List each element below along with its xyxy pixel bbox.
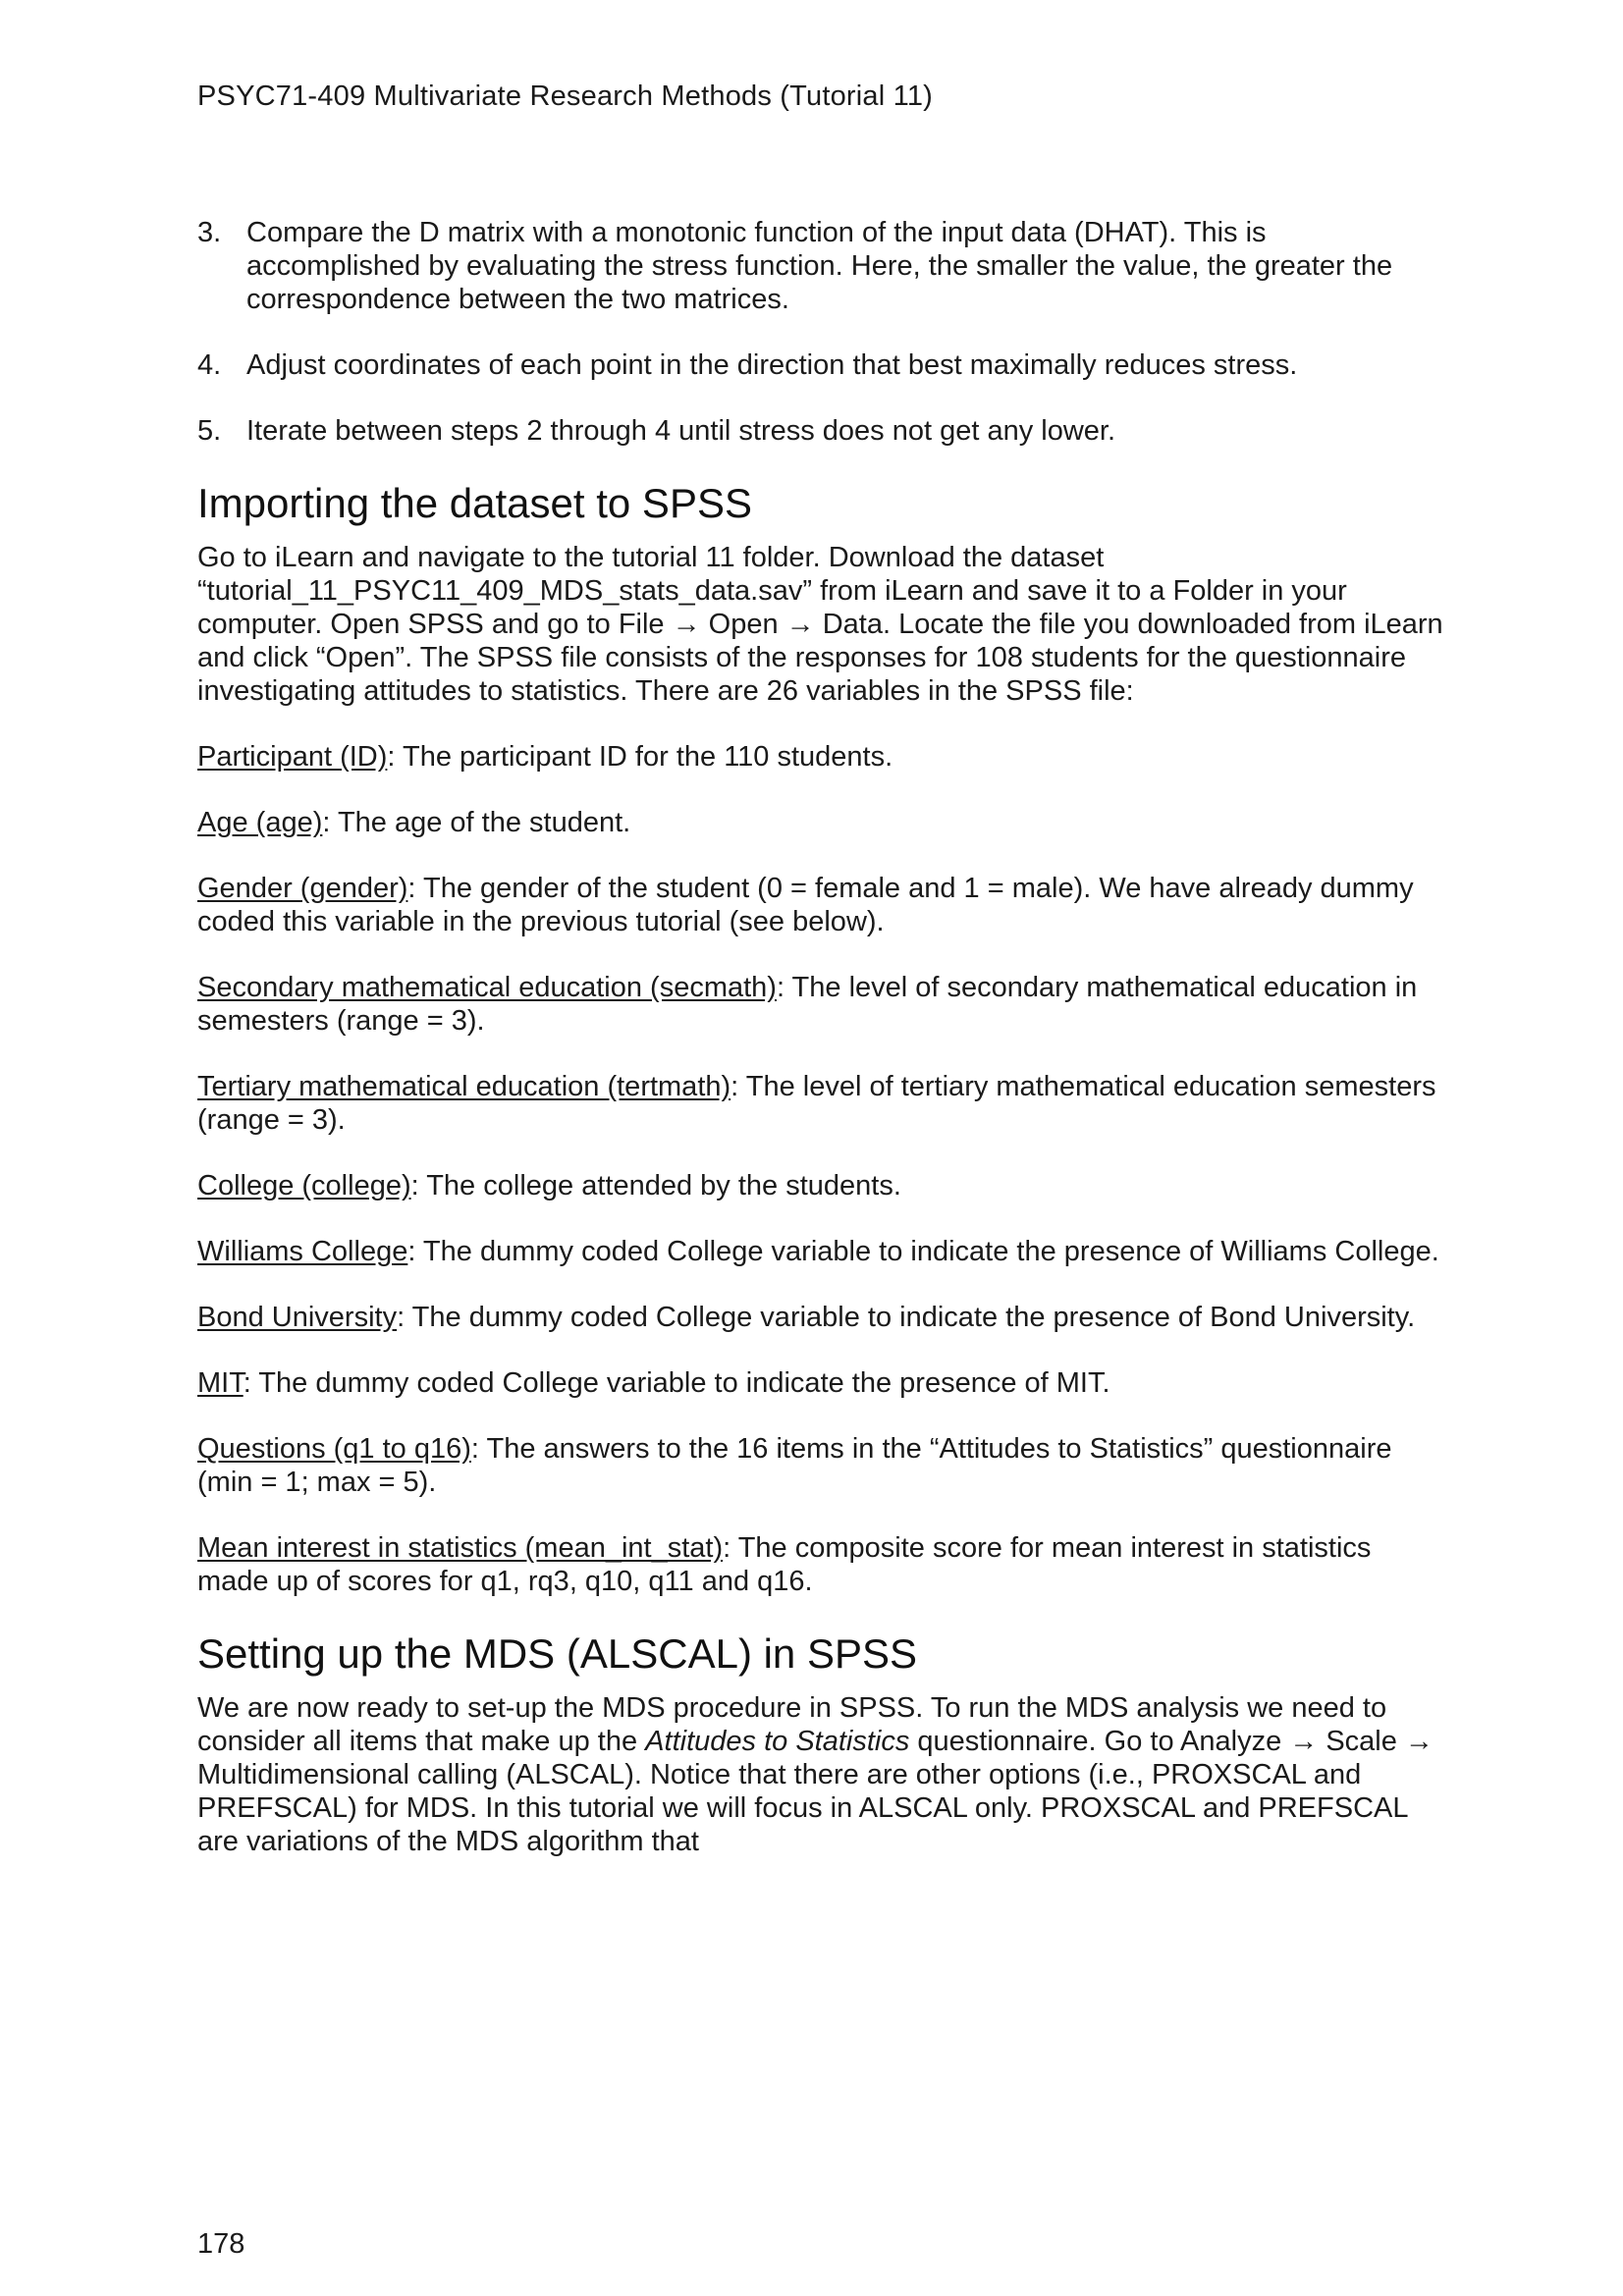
variable-description: : The dummy coded College variable to indicate the presence of Williams College. [407, 1236, 1439, 1267]
variable-name: MIT [197, 1367, 243, 1399]
variable-entry [197, 1366, 1444, 1400]
variable-name: Questions (q1 to q16) [197, 1433, 471, 1465]
variable-description: : The dummy coded College variable to indicate the presence of MIT. [243, 1367, 1110, 1399]
section-heading-setup: Setting up the MDS (ALSCAL) in SPSS [197, 1630, 918, 1677]
variable-name: Secondary mathematical education (secmath) [197, 972, 777, 1003]
import-intro-paragraph: Go to iLearn and navigate to the tutorial 11 folder. Download the dataset “tutorial_11_PSYC11_409_MDS_stats_data.sav” from iLearn and save it to a Folder in your computer. Open SPSS and go to File → Open → Data. Locate the file you downloaded from iLearn and click “Open”. The SPSS file consists of the responses for 108 students for the questionnaire investigating attitudes to statistics. There are 26 variables in the SPSS file: [197, 542, 1443, 707]
variable-name: College (college) [197, 1170, 411, 1201]
step-text: Iterate between steps 2 through 4 until stress does not get any lower. [246, 415, 1116, 447]
variable-description: : The level of secondary mathematical education in semesters (range = 3). [197, 972, 1418, 1037]
variable-name: Gender (gender) [197, 873, 408, 904]
steps-list [197, 216, 1444, 448]
variable-entry [197, 740, 1444, 774]
section-heading-import: Importing the dataset to SPSS [197, 480, 752, 526]
variable-name: Mean interest in statistics (mean_int_stat) [197, 1532, 724, 1564]
setup-paragraph [197, 1691, 1444, 1858]
variable-entry [197, 1301, 1444, 1334]
variable-name: Tertiary mathematical education (tertmath) [197, 1071, 731, 1102]
variable-entry [197, 1531, 1444, 1598]
variable-description: : The composite score for mean interest in statistics made up of scores for q1, rq3, q10, q11 and q16. [197, 1532, 1372, 1597]
page-content [197, 216, 1444, 1891]
variable-entry [197, 872, 1444, 938]
variable-description: : The level of tertiary mathematical education semesters (range = 3). [197, 1071, 1436, 1136]
variable-description: : The age of the student. [322, 807, 631, 838]
variable-entry [197, 1235, 1444, 1268]
list-item [197, 348, 1444, 382]
variable-entry [197, 806, 1444, 839]
page-header: PSYC71-409 Multivariate Research Methods (Tutorial 11) [197, 80, 934, 112]
step-number: 4. [197, 349, 222, 381]
page-number: 178 [197, 2228, 245, 2260]
variable-name: Bond University [197, 1302, 398, 1333]
variable-name: Age (age) [197, 807, 323, 838]
variable-entry [197, 1169, 1444, 1202]
variable-description: : The participant ID for the 110 students. [387, 741, 893, 773]
questionnaire-title: Attitudes to Statistics [645, 1726, 910, 1757]
list-item [197, 414, 1444, 448]
list-item [197, 216, 1444, 316]
step-text: Adjust coordinates of each point in the direction that best maximally reduces stress. [246, 349, 1298, 381]
variable-description: : The answers to the 16 items in the “Attitudes to Statistics” questionnaire (min = 1; max = 5). [197, 1433, 1392, 1498]
variable-entry [197, 1432, 1444, 1499]
step-text: Compare the D matrix with a monotonic function of the input data (DHAT). This is accomplished by evaluating the stress function. Here, the smaller the value, the greater the correspondence between the two matrices. [246, 217, 1393, 315]
variable-description: : The college attended by the students. [410, 1170, 901, 1201]
variable-entry [197, 971, 1444, 1038]
variable-description: : The dummy coded College variable to indicate the presence of Bond University. [397, 1302, 1416, 1333]
variable-name: Williams College [197, 1236, 408, 1267]
setup-text-end: questionnaire. Go to Analyze → Scale → Multidimensional calling (ALSCAL). Notice that there are other options (i.e., PROXSCAL and PREFSCAL) for MDS. In this tutorial we will focus in ALSCAL only. PROXSCAL and PREFSCAL are variations of the MDS algorithm that [197, 1726, 1434, 1857]
setup-text-start: We are now ready to set-up the MDS procedure in SPSS. To run the MDS analysis we need to consider all items that make up the [197, 1692, 1387, 1757]
variable-entry [197, 1070, 1444, 1137]
variable-description: : The gender of the student (0 = female and 1 = male). We have already dummy coded this variable in the previous tutorial (see below). [197, 873, 1414, 937]
variable-name: Participant (ID) [197, 741, 388, 773]
step-number: 5. [197, 415, 222, 447]
step-number: 3. [197, 217, 222, 248]
